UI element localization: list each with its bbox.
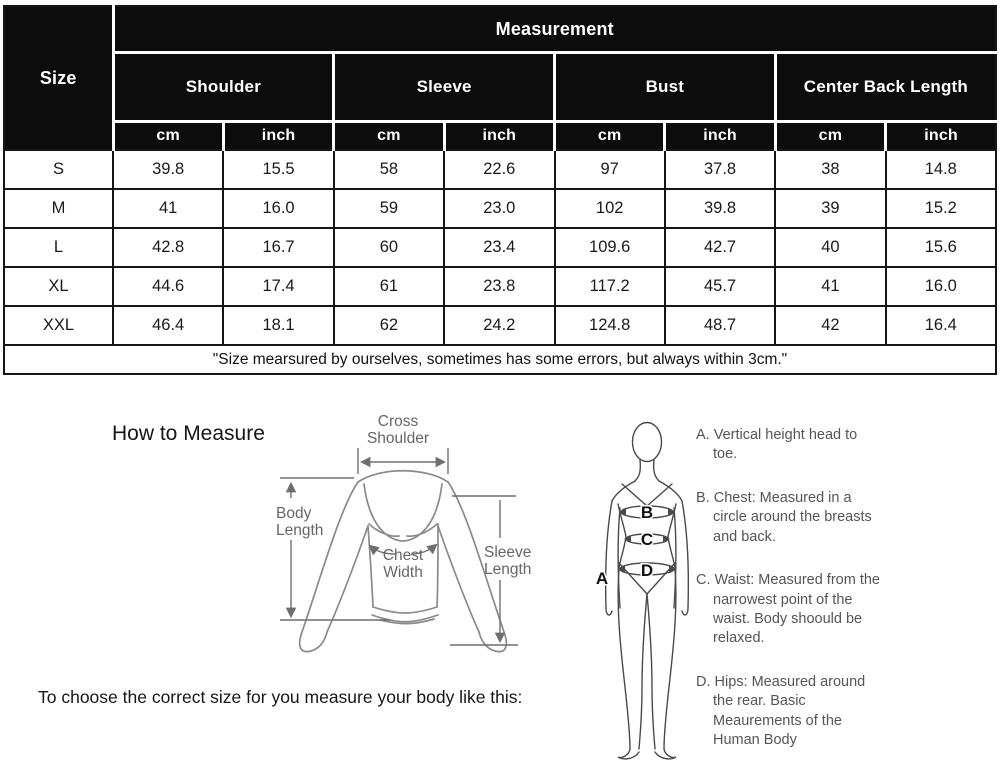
value-cell: 60 [334,228,444,267]
body-length-label: Body [276,505,312,522]
group-header-center-back-length: Center Back Length [775,53,996,122]
size-table [3,5,997,375]
value-cell: 37.8 [665,150,775,189]
body-outline [606,423,689,759]
table-row-size-xl [4,267,996,306]
value-cell: 15.2 [886,189,996,228]
cross-shoulder-label: Shoulder [366,430,430,447]
figure-label-c: C [640,530,654,549]
size-cell: S [4,150,113,189]
value-cell: 42.7 [665,228,775,267]
value-cell: 18.1 [223,306,333,345]
value-cell: 62 [334,306,444,345]
measurement-header: Measurement [113,6,996,53]
unit-header-inch: inch [665,122,775,151]
unit-header-inch: inch [223,122,333,151]
size-cell: XXL [4,306,113,345]
figure-label-d: D [640,561,654,580]
unit-header-cm: cm [334,122,444,151]
cross-shoulder-label: Cross [377,413,419,430]
group-header-sleeve: Sleeve [334,53,555,122]
value-cell: 44.6 [113,267,223,306]
table-row-measurement [4,6,996,53]
figure-label-b: B [640,503,654,522]
shirt-labels [276,413,531,581]
unit-header-inch: inch [886,122,996,151]
unit-header-cm: cm [775,122,885,151]
chest-width-label: Chest [382,547,424,564]
value-cell: 40 [775,228,885,267]
value-cell: 15.6 [886,228,996,267]
value-cell: 41 [113,189,223,228]
instruction-c: C. Waist: Measured from the narrowest point of the waist. Body shoould be relaxed. [696,572,880,647]
value-cell: 46.4 [113,306,223,345]
instruction-d: D. Hips: Measured around the rear. Basic Meaurements of the Human Body [696,673,866,749]
value-cell: 24.2 [444,306,554,345]
sleeve-length-label: Length [484,561,532,578]
value-cell: 117.2 [555,267,665,306]
table-row-size-xxl [4,306,996,345]
value-cell: 109.6 [555,228,665,267]
value-cell: 16.7 [223,228,333,267]
figure-label-a: A [595,569,609,588]
table-row-note [4,345,996,374]
size-cell: L [4,228,113,267]
size-cell: M [4,189,113,228]
value-cell: 61 [334,267,444,306]
value-cell: 124.8 [555,306,665,345]
value-cell: 38 [775,150,885,189]
value-cell: 15.5 [223,150,333,189]
sleeve-length-label: Sleeve [484,544,532,561]
group-header-shoulder: Shoulder [113,53,334,122]
value-cell: 42 [775,306,885,345]
size-cell: XL [4,267,113,306]
body-measure-figure [572,402,712,772]
table-row-groups [4,53,996,122]
how-to-measure-heading: How to Measure [112,422,265,445]
shirt-measure-diagram [268,404,598,674]
value-cell: 48.7 [665,306,775,345]
measuring-instructions [696,426,880,772]
value-cell: 59 [334,189,444,228]
value-cell: 23.8 [444,267,554,306]
value-cell: 102 [555,189,665,228]
value-cell: 16.4 [886,306,996,345]
table-row-units [4,122,996,151]
value-cell: 39.8 [113,150,223,189]
group-header-bust: Bust [555,53,776,122]
choose-size-note: To choose the correct size for you measure your body like this: [38,687,523,707]
table-row-size-l [4,228,996,267]
value-cell: 42.8 [113,228,223,267]
value-cell: 45.7 [665,267,775,306]
value-cell: 58 [334,150,444,189]
size-note: "Size mearsured by ourselves, sometimes has some errors, but always within 3cm." [4,345,996,374]
value-cell: 23.0 [444,189,554,228]
instruction-a: A. Vertical height head to toe. [696,427,858,463]
value-cell: 23.4 [444,228,554,267]
value-cell: 16.0 [886,267,996,306]
value-cell: 17.4 [223,267,333,306]
value-cell: 39 [775,189,885,228]
table-row-size-s [4,150,996,189]
value-cell: 14.8 [886,150,996,189]
value-cell: 22.6 [444,150,554,189]
value-cell: 41 [775,267,885,306]
value-cell: 97 [555,150,665,189]
unit-header-cm: cm [555,122,665,151]
instruction-b: B. Chest: Measured in a circle around the breasts and back. [696,489,872,545]
chest-width-label: Width [383,564,423,581]
unit-header-cm: cm [113,122,223,151]
body-length-label: Length [276,522,324,539]
size-column-header: Size [4,6,113,150]
table-row-size-m [4,189,996,228]
value-cell: 39.8 [665,189,775,228]
unit-header-inch: inch [444,122,554,151]
value-cell: 16.0 [223,189,333,228]
